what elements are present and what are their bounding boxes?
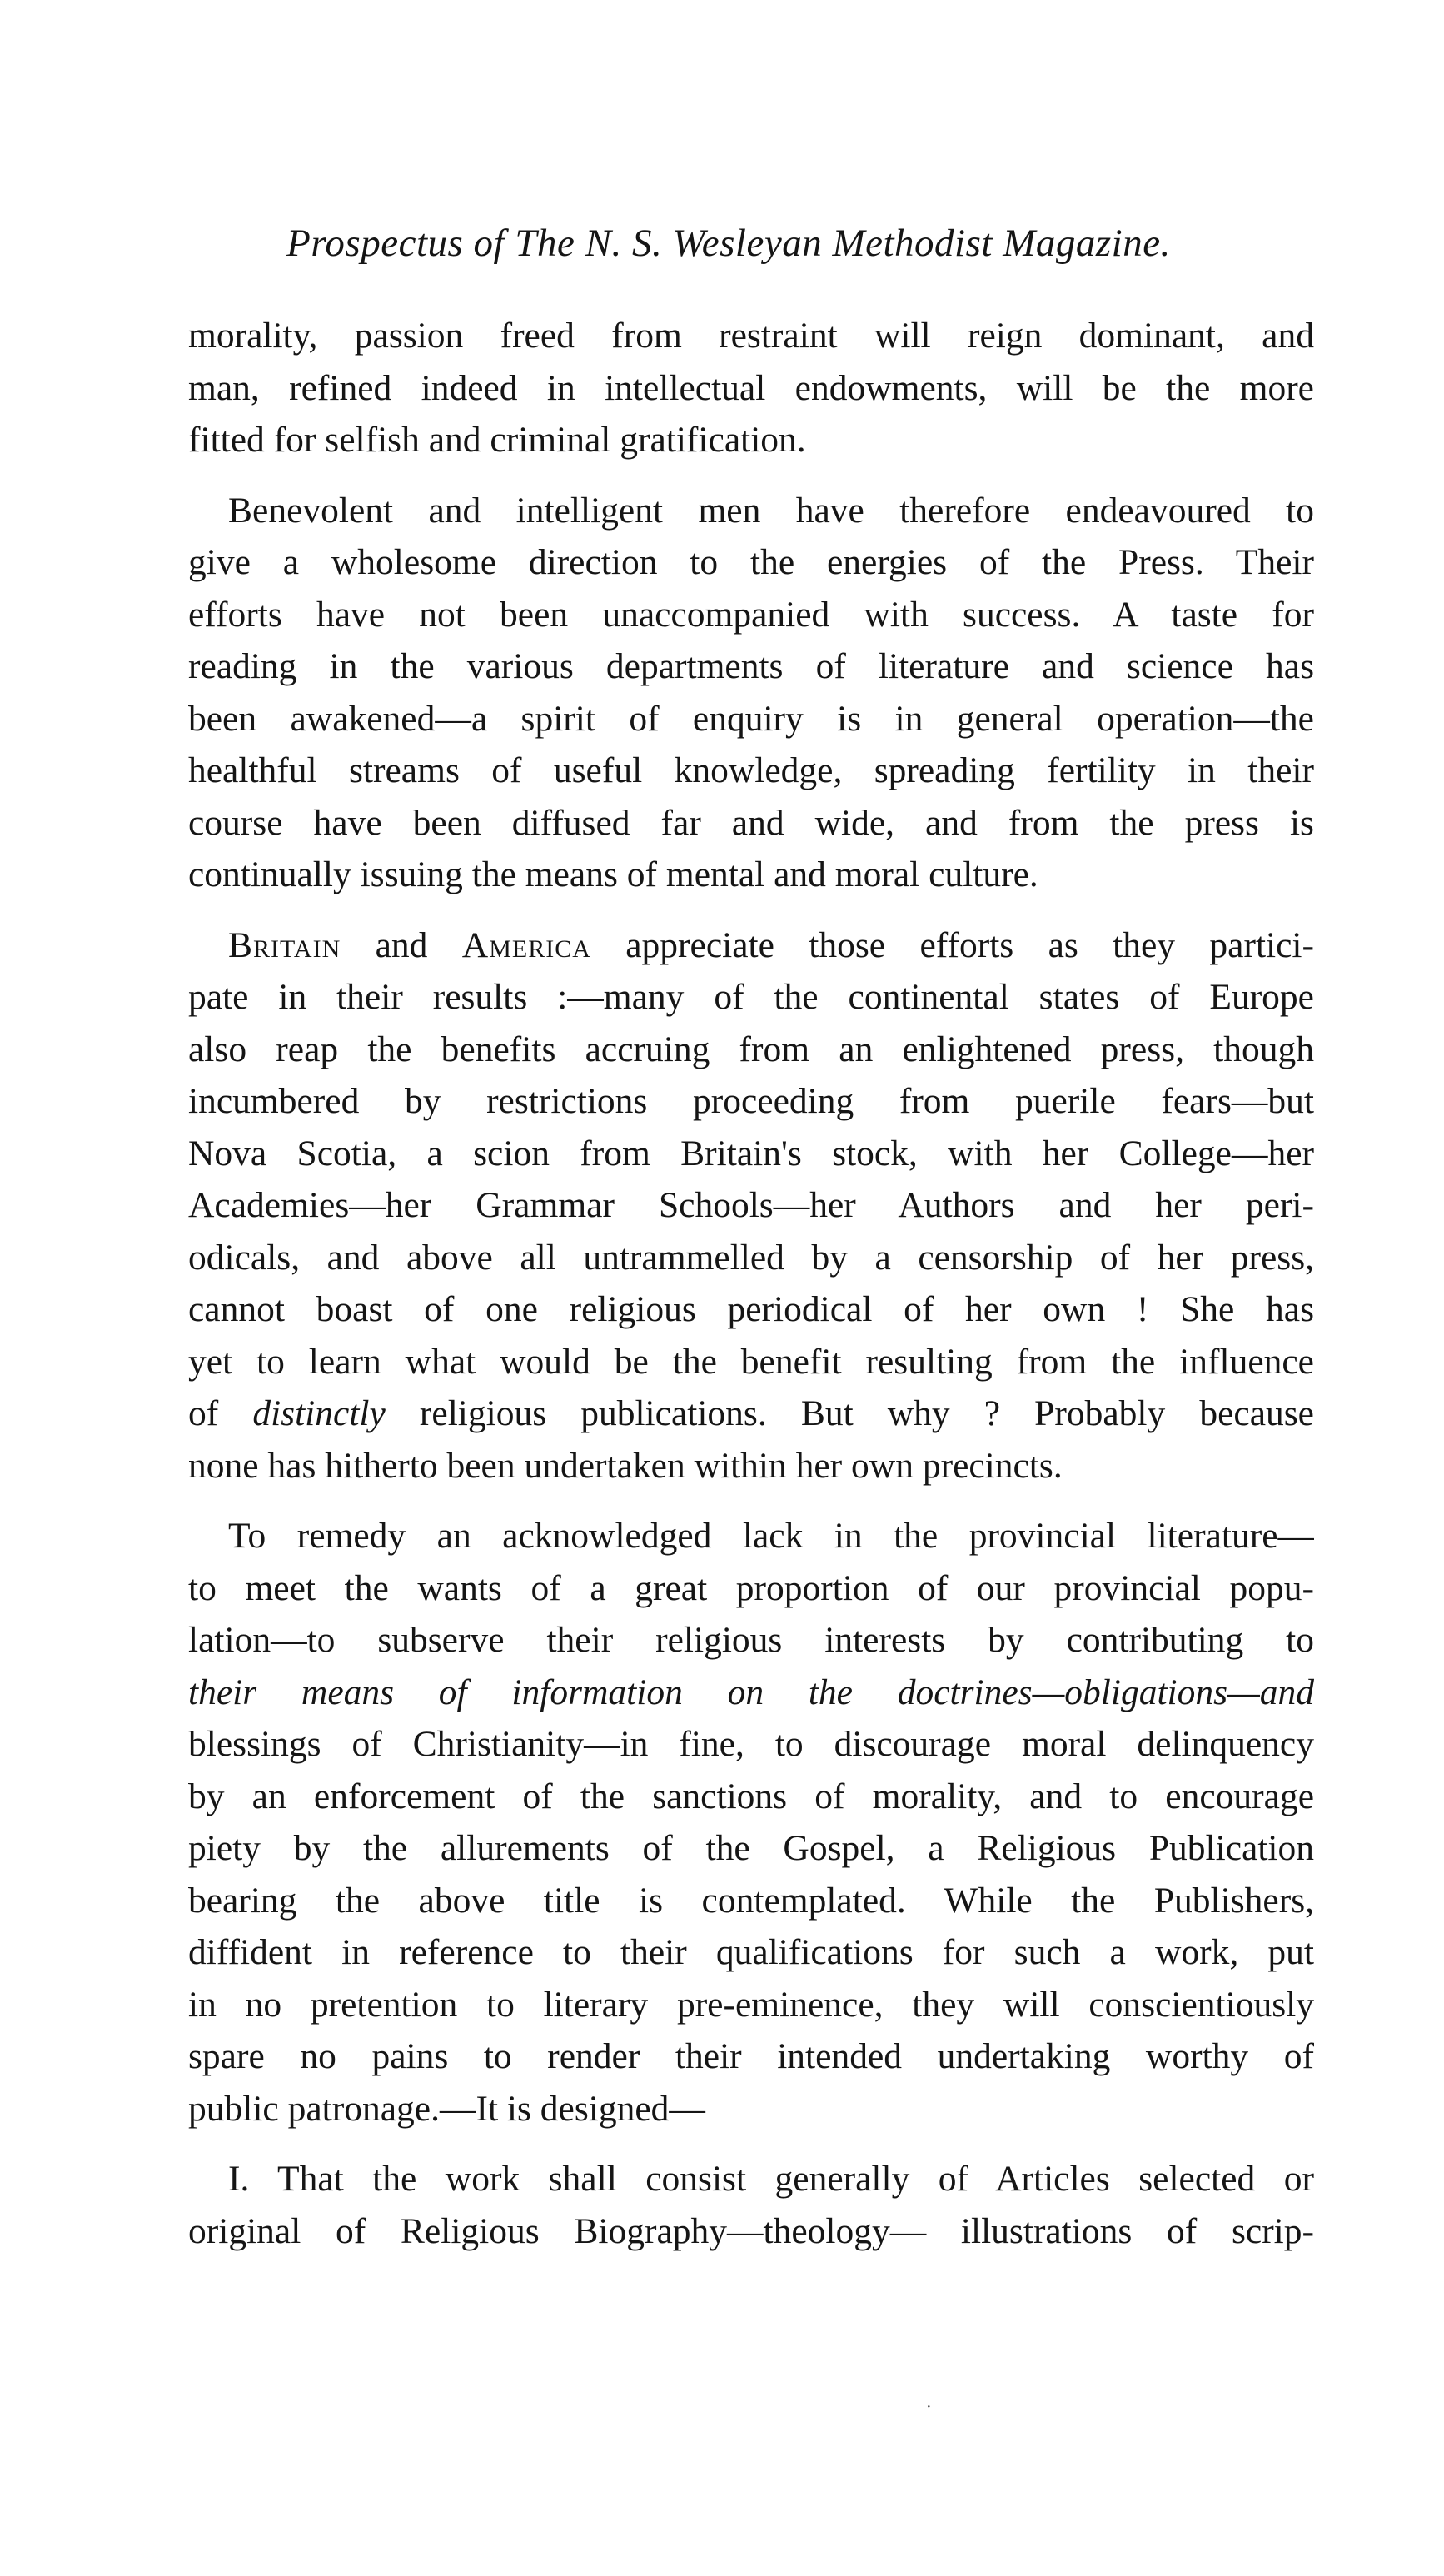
- text-run: religious publications. But why ? Probably because: [385, 1393, 1314, 1433]
- text-run: appreciate those efforts as they partici-: [590, 924, 1314, 965]
- text-line: original of Religious Biography—theology— illustrations of scrip-: [188, 2210, 1314, 2251]
- text-line: Academies—her Grammar Schools—her Authors and her peri-: [188, 1185, 1314, 1225]
- text-line: bearing the above title is contemplated. While the Publishers,: [188, 1880, 1314, 1921]
- text-line: to meet the wants of a great proportion of our provincial popu-: [188, 1567, 1314, 1608]
- text-line: continually issuing the means of mental and moral culture.: [188, 855, 1038, 894]
- text-line: [188, 1388, 1314, 1440]
- text-line: [188, 919, 1314, 972]
- text-line: yet to learn what would be the benefit resulting from the influence: [188, 1341, 1314, 1382]
- bottom-mark: ·: [926, 2398, 932, 2416]
- text-line: been awakened—a spirit of enquiry is in general operation—the: [188, 698, 1314, 739]
- text-line: blessings of Christianity—in fine, to discourage moral delinquency: [188, 1724, 1314, 1764]
- paragraph-2: [188, 485, 1314, 901]
- text-line: none has hitherto been undertaken within her own precincts.: [188, 1445, 1063, 1486]
- paragraph-3: [188, 919, 1314, 1492]
- text-line: pate in their results :—many of the continental states of Europe: [188, 977, 1314, 1017]
- paragraph-4: [188, 1510, 1314, 2135]
- text-line: also reap the benefits accruing from an enlightened press, though: [188, 1029, 1314, 1069]
- text-line: reading in the various departments of literature and science has: [188, 646, 1314, 686]
- text-line: diffident in reference to their qualifications for such a work, put: [188, 1932, 1314, 1972]
- text-line: morality, passion freed from restraint will reign dominant, and: [188, 316, 1314, 356]
- text-run: of: [188, 1393, 253, 1433]
- text-line: To remedy an acknowledged lack in the provincial literature—: [228, 1516, 1314, 1556]
- text-line: spare no pains to render their intended undertaking worthy of: [188, 2036, 1314, 2076]
- text-line-italic: their means of information on the doctrines—obligations—and: [188, 1672, 1314, 1712]
- text-line: piety by the allurements of the Gospel, a Religious Publication: [188, 1828, 1314, 1868]
- text-line: fitted for selfish and criminal gratification.: [188, 420, 806, 460]
- italic-word: distinctly: [252, 1393, 386, 1433]
- text-line: odicals, and above all untrammelled by a censorship of her press,: [188, 1237, 1314, 1278]
- text-line: cannot boast of one religious periodical of her own ! She has: [188, 1289, 1314, 1329]
- text-line: incumbered by restrictions proceeding from puerile fears—but: [188, 1081, 1314, 1121]
- text-line: course have been diffused far and wide, and from the press is: [188, 802, 1314, 843]
- text-line: give a wholesome direction to the energies of the Press. Their: [188, 542, 1314, 582]
- text-line: Nova Scotia, a scion from Britain's stock, with her College—her: [188, 1133, 1314, 1173]
- paragraph-1: [188, 310, 1314, 466]
- running-head: Prospectus of The N. S. Wesleyan Methodist Magazine.: [286, 222, 1171, 265]
- text-line: public patronage.—It is designed—: [188, 2088, 705, 2129]
- text-line: I. That the work shall consist generally of Articles selected or: [228, 2159, 1314, 2199]
- body-text: [188, 310, 1314, 2257]
- text-line: Benevolent and intelligent men have therefore endeavoured to: [228, 490, 1314, 531]
- text-line: efforts have not been unaccompanied with success. A taste for: [188, 594, 1314, 635]
- small-caps-word: Britain: [228, 924, 341, 965]
- text-line: healthful streams of useful knowledge, spreading fertility in their: [188, 750, 1314, 790]
- text-line: lation—to subserve their religious interests by contributing to: [188, 1620, 1314, 1660]
- small-caps-word: America: [461, 924, 591, 965]
- text-line: by an enforcement of the sanctions of morality, and to encourage: [188, 1776, 1314, 1816]
- text-run: and: [341, 924, 462, 965]
- text-line: man, refined indeed in intellectual endowments, will be the more: [188, 367, 1314, 408]
- paragraph-5: [188, 2153, 1314, 2257]
- text-line: in no pretention to literary pre-eminence, they will conscientiously: [188, 1984, 1314, 2025]
